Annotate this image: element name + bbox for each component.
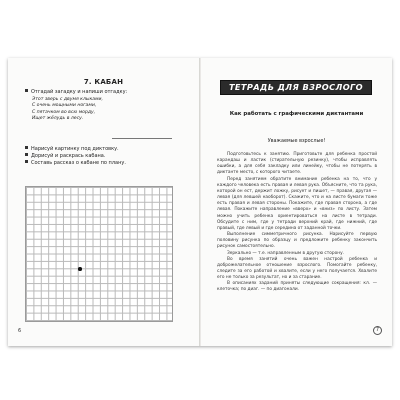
page-number: 7 [373, 326, 382, 335]
paragraph: Перед занятием обратите внимание ребенка на то, что у каждого человека есть правая и левая рука. Объясните, что та рука, которой он ест, держит ложку, рисует и пишет, — правая, другая — левая (для левшей наоборот). Скажите, что и на листе бумаги тоже есть правая и левая стороны. Покажите, где правая сторона, а где левая. Покажите направление «вверх» и «вниз» по листу. Затем можно учить ребенка ориентироваться на листе в тетради. Обсудите с ним, где у тетради верхний край, где нижний, где правый, где левый и где середина от заданной точки. [217, 176, 377, 231]
task-item [25, 89, 127, 95]
task-text: Отгадай загадку и напиши отгадку: [31, 89, 128, 95]
riddle-line: С очень мощными ногами, [32, 103, 97, 109]
bullet-square-icon [25, 160, 28, 163]
paragraph: Во время занятий очень важен настрой ребенка и доброжелательное отношение взрослого. Помогайте ребенку, следите за его работой и хвалите, если у него получается. Хвалите его не только за результат, но и за старание. [217, 256, 377, 281]
greeting: Уважаемые взрослые! [267, 138, 326, 144]
bullet-square-icon [25, 146, 28, 149]
paragraph: Зеркально — т.е. направленным в другую сторону. [227, 250, 344, 256]
paragraph: Подготовьтесь к занятию. Приготовьте для ребенка простой карандаш и ластик (стирательную резинку), чтобы исправлять ошибки, а для себя закладку или линейку, чтобы не потерять в диктанте место, с которого читаете. [217, 152, 377, 176]
bullet-square-icon [25, 153, 28, 156]
right-page [201, 58, 392, 346]
task-item [25, 146, 119, 152]
page-number: 6 [18, 328, 22, 334]
task-item [25, 160, 126, 166]
start-dot [78, 267, 82, 271]
answer-line [112, 138, 172, 139]
task-text: Нарисуй картинку под диктовку. [31, 146, 119, 152]
riddle-line: Этот зверь с двумя клыками, [32, 97, 104, 102]
section-title: Как работать с графическими диктантами [229, 111, 364, 117]
open-workbook [8, 58, 392, 346]
riddle-line: Ищет жёлудь в лесу. [32, 115, 84, 121]
task-text: Дорисуй и раскрась кабана. [31, 153, 106, 159]
dictation-grid [25, 186, 173, 322]
task-text: Составь рассказ о кабане по плану. [31, 160, 126, 166]
instructions-text [217, 152, 377, 294]
paragraph: В описаниях заданий приняты следующие сокращения: кл. — клеточка; по диаг. — по диагонали. [217, 281, 377, 293]
banner-title: ТЕТРАДЬ ДЛЯ ВЗРОСЛОГО [220, 80, 372, 95]
riddle [32, 97, 103, 122]
lesson-title: 7. КАБАН [83, 78, 124, 86]
paragraph: Выполнение симметричного рисунка. Нарисуйте первую половину рисунка по образцу и предложите ребенку закончить рисунок самостоятельно. [217, 232, 377, 250]
riddle-line: С пятачком во всю морду, [32, 109, 96, 115]
left-page [8, 58, 199, 346]
bullet-square-icon [25, 89, 28, 92]
task-item [25, 153, 105, 159]
